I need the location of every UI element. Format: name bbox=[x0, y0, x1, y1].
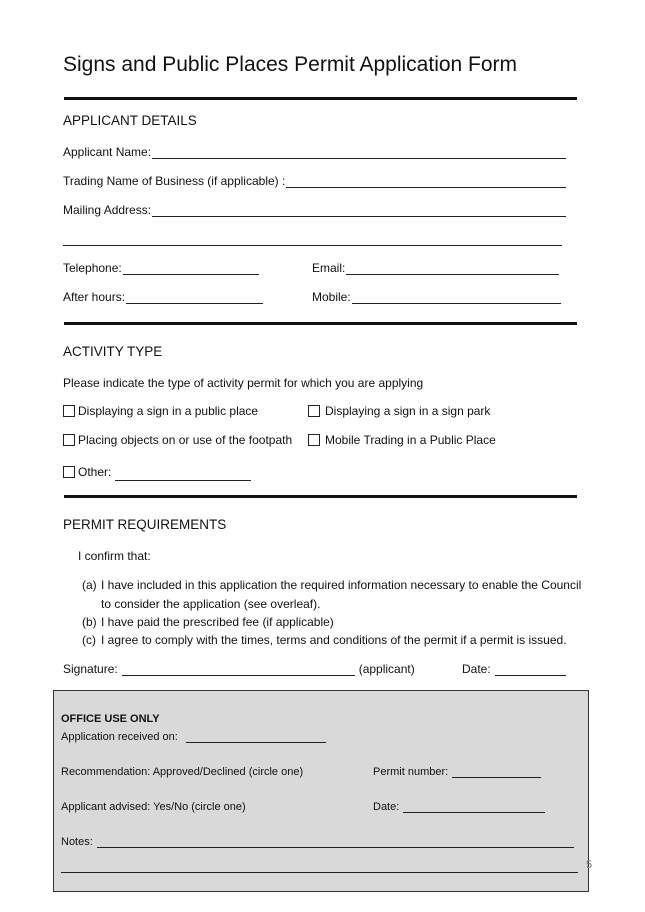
checkbox-mobile-trading[interactable] bbox=[308, 433, 496, 447]
checkbox-icon[interactable] bbox=[308, 405, 320, 417]
applicant-note: (applicant) bbox=[358, 662, 415, 676]
mobile-field[interactable] bbox=[312, 290, 561, 304]
after-hours-field[interactable] bbox=[63, 290, 263, 304]
other-line[interactable] bbox=[115, 468, 251, 481]
checkbox-label: Mobile Trading in a Public Place bbox=[325, 433, 496, 447]
list-item: I have paid the prescribed fee (if applicable) bbox=[101, 615, 334, 629]
date-label: Date: bbox=[462, 662, 491, 676]
after-hours-line[interactable] bbox=[126, 291, 263, 304]
recommendation-text: Recommendation: Approved/Declined (circle one) bbox=[61, 766, 304, 778]
permit-requirements-heading: PERMIT REQUIREMENTS bbox=[63, 517, 227, 532]
office-use-heading: OFFICE USE ONLY bbox=[61, 713, 160, 725]
activity-type-heading: ACTIVITY TYPE bbox=[63, 344, 163, 359]
telephone-line[interactable] bbox=[123, 262, 259, 275]
section-divider bbox=[64, 322, 577, 325]
permit-number-field[interactable] bbox=[373, 766, 541, 778]
telephone-label: Telephone: bbox=[63, 261, 122, 275]
applicant-advised-text: Applicant advised: Yes/No (circle one) bbox=[61, 801, 246, 813]
notes-label: Notes: bbox=[61, 836, 93, 848]
applicant-name-field[interactable] bbox=[63, 145, 566, 159]
signature-label: Signature: bbox=[63, 662, 118, 676]
email-label: Email: bbox=[312, 261, 346, 275]
application-received-label: Application received on: bbox=[61, 731, 178, 743]
applicant-name-line[interactable] bbox=[152, 146, 566, 159]
checkbox-sign-park[interactable] bbox=[308, 404, 490, 418]
checkbox-icon[interactable] bbox=[63, 405, 75, 417]
list-marker: (c) bbox=[82, 633, 96, 647]
trading-name-label: Trading Name of Business (if applicable) : bbox=[63, 174, 286, 188]
list-item-continuation: to consider the application (see overleaf). bbox=[101, 597, 321, 611]
applicant-name-label: Applicant Name: bbox=[63, 145, 152, 159]
signature-date-field[interactable] bbox=[462, 662, 566, 676]
office-date-line[interactable] bbox=[403, 801, 545, 813]
list-item: I have included in this application the required information necessary to enable the Council bbox=[101, 578, 582, 592]
application-received-line[interactable] bbox=[186, 731, 326, 743]
checkbox-sign-public-place[interactable] bbox=[63, 404, 258, 418]
list-marker: (a) bbox=[82, 578, 97, 592]
mailing-address-line[interactable] bbox=[152, 204, 566, 217]
activity-instruction: Please indicate the type of activity permit for which you are applying bbox=[63, 376, 424, 390]
checkbox-footpath[interactable] bbox=[63, 433, 292, 447]
mobile-label: Mobile: bbox=[312, 290, 351, 304]
trading-name-field[interactable] bbox=[63, 174, 566, 188]
mailing-address-label: Mailing Address: bbox=[63, 203, 152, 217]
checkbox-icon[interactable] bbox=[63, 466, 75, 478]
office-use-panel bbox=[53, 690, 589, 892]
confirm-text: I confirm that: bbox=[78, 549, 151, 563]
office-date-label: Date: bbox=[373, 801, 400, 813]
signature-line[interactable] bbox=[122, 663, 355, 676]
notes-field[interactable] bbox=[61, 836, 574, 848]
date-line[interactable] bbox=[495, 663, 566, 676]
email-line[interactable] bbox=[346, 262, 559, 275]
list-item: I agree to comply with the times, terms and conditions of the permit if a permit is issued. bbox=[101, 633, 567, 647]
section-divider bbox=[64, 97, 577, 100]
checkbox-icon[interactable] bbox=[63, 434, 75, 446]
applicant-details-heading: APPLICANT DETAILS bbox=[63, 113, 197, 128]
list-marker: (b) bbox=[82, 615, 97, 629]
checkbox-label: Displaying a sign in a public place bbox=[78, 404, 259, 418]
page-title: Signs and Public Places Permit Application Form bbox=[63, 53, 518, 76]
checkbox-icon[interactable] bbox=[308, 434, 320, 446]
office-date-field[interactable] bbox=[373, 801, 545, 813]
checkbox-label: Displaying a sign in a sign park bbox=[325, 404, 491, 418]
notes-line[interactable] bbox=[97, 836, 574, 848]
checkbox-label: Placing objects on or use of the footpath bbox=[78, 433, 293, 447]
signature-field[interactable] bbox=[63, 662, 415, 676]
notes-line-2[interactable] bbox=[61, 861, 578, 873]
email-field[interactable] bbox=[312, 261, 559, 275]
mobile-line[interactable] bbox=[352, 291, 561, 304]
telephone-field[interactable] bbox=[63, 261, 259, 275]
checkbox-other[interactable] bbox=[63, 462, 251, 481]
checkbox-label: Other: bbox=[78, 464, 112, 479]
page-number: 5 bbox=[586, 859, 593, 871]
mailing-address-line-2[interactable] bbox=[63, 233, 562, 246]
after-hours-label: After hours: bbox=[63, 290, 126, 304]
trading-name-line[interactable] bbox=[286, 175, 566, 188]
section-divider bbox=[64, 495, 577, 498]
mailing-address-field[interactable] bbox=[63, 203, 566, 217]
permit-number-line[interactable] bbox=[452, 766, 541, 778]
application-received-field[interactable] bbox=[61, 731, 326, 743]
permit-number-label: Permit number: bbox=[373, 766, 449, 778]
